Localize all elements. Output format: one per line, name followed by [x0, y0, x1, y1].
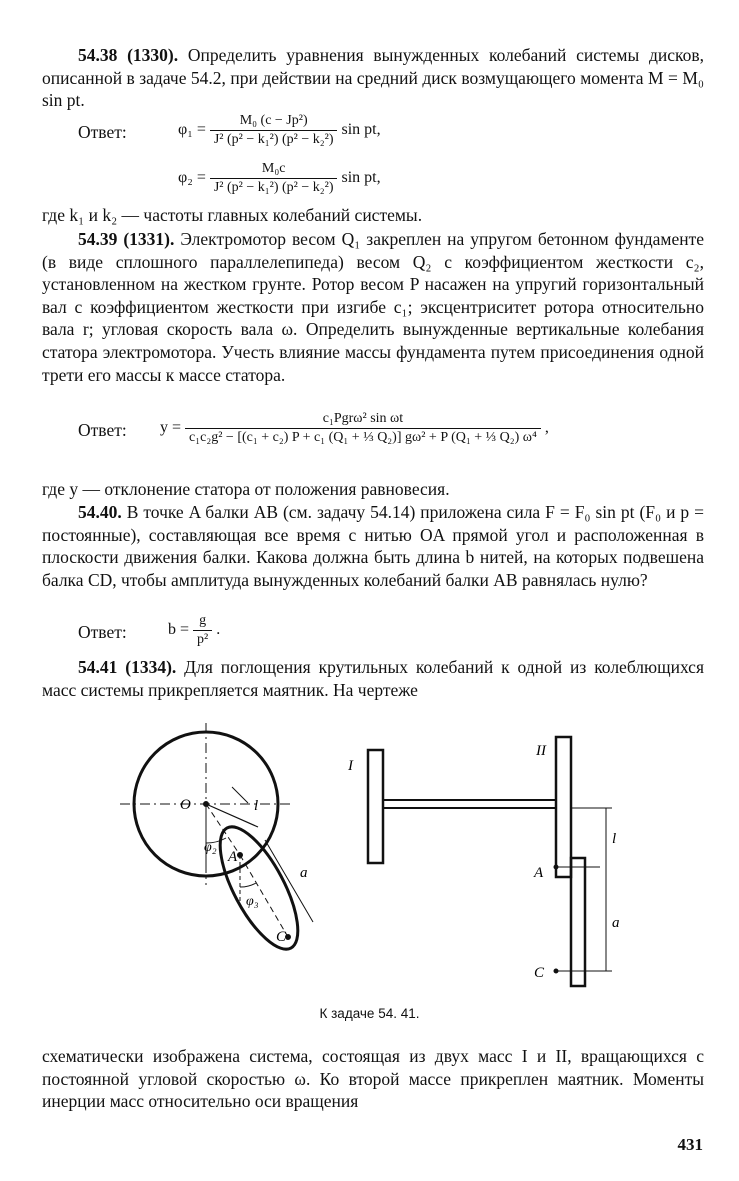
- problem-text: Для поглощения крутильных колебаний к одной из колеблющихся масс системы прикрепляется маятник. На чертеже: [42, 657, 705, 700]
- problem-number: 54.40.: [78, 502, 122, 522]
- shaft-drawing: [368, 737, 612, 986]
- problem-54-38-where: где k₁ и k₂ — частоты главных колебаний системы.: [42, 205, 423, 225]
- b-lhs: b =: [168, 621, 190, 639]
- point-A2: [554, 865, 558, 869]
- phi1-lhs: φ₁ =: [178, 121, 206, 139]
- label-A2: A: [534, 865, 544, 881]
- point-C: [286, 935, 291, 940]
- problem-text: В точке A балки AB (см. задачу 54.14) приложена сила F = F₀ sin pt (F₀ и p = постоянные), составляющая все время с нитью OA прямой угол и расположенная в плоскости движения балки. Какова должна быть длина b нитей, на которых подвешена балка CD, чтобы амплитуда вынужденных колебаний балки AB равнялась нулю?: [42, 502, 704, 590]
- phi1-denominator: J² (p² − k₁²) (p² − k₂²): [213, 132, 334, 147]
- problem-54-41: [42, 656, 704, 701]
- phi2-lhs: φ₂ =: [178, 169, 206, 187]
- label-I: I: [348, 758, 353, 774]
- y-fraction: [185, 410, 541, 447]
- phi2-fraction: [210, 160, 338, 197]
- point-C2: [554, 969, 558, 973]
- y-rhs: ,: [544, 419, 549, 437]
- phi2-rhs: sin pt,: [341, 169, 381, 187]
- b-numerator: g: [193, 612, 212, 631]
- y-lhs: y =: [160, 419, 182, 437]
- mass-II: [556, 737, 571, 877]
- y-denominator: c₁c₂g² − [(c₁ + c₂) P + c₁ (Q₁ + ⅓ Q₂)] gω² + P (Q₁ + ⅓ Q₂) ω⁴: [189, 430, 537, 445]
- formula-y: [160, 410, 549, 447]
- answer-label: Ответ:: [78, 122, 127, 142]
- label-phi3: φ₃: [246, 894, 259, 909]
- label-l2: l: [612, 831, 617, 847]
- problem-number: 54.41 (1334).: [78, 657, 177, 677]
- problem-54-39-where: где y — отклонение статора от положения равновесия.: [42, 479, 450, 499]
- formula-phi2: [178, 160, 381, 197]
- phi1-numerator: M₀ (c − Jp²): [210, 112, 338, 131]
- problem-text: Определить уравнения вынужденных колебаний системы дисков, описанной в задаче 54.2, при действии на средний диск возмущающего момента M = M₀ sin pt.: [42, 45, 705, 111]
- point-O: [204, 802, 209, 807]
- phi1-fraction: [210, 112, 338, 149]
- page-number: 431: [677, 1135, 703, 1154]
- label-II: II: [536, 743, 546, 759]
- label-C: C: [276, 929, 287, 945]
- b-denominator: p²: [197, 632, 209, 647]
- answer-label: Ответ:: [78, 622, 127, 642]
- label-l: l: [254, 798, 259, 814]
- mass-I: [368, 750, 383, 863]
- pendulum-bar: [571, 858, 585, 986]
- problem-54-41-continued: схематически изображена система, состоящая из двух масс I и II, вращающихся с постоянной угловой скоростью ω. Ко второй массе прикреплен маятник. Моменты инерции масс относительно оси вращения: [42, 1046, 704, 1112]
- problem-text: Электромотор весом Q₁ закреплен на упругом бетонном фундаменте (в виде сплошного параллелепипеда) весом Q₂ с коэффициентом жесткости c₂, установленном на жестком грунте. Ротор весом P насажен на упругий горизонтальный вал с коэффициентом жесткости при изгибе c₁; эксцентриситет ротора относительно вала r; угловая скорость вала ω. Определить вынужденные вертикальные колебания статора электромотора. Учесть влияние массы фундамента путем присоединения одной трети его массы к массе статора.: [42, 229, 704, 385]
- dimension-l-tick: [232, 787, 248, 803]
- b-rhs: .: [216, 621, 221, 639]
- label-O: O: [180, 797, 191, 813]
- phi2-numerator: M₀c: [210, 160, 338, 179]
- formula-b: [168, 612, 220, 649]
- y-numerator: c₁Pgrω² sin ωt: [185, 410, 541, 429]
- pendulum-ellipse: [205, 816, 313, 960]
- formula-phi1: [178, 112, 381, 149]
- angle-phi3-arc: [240, 883, 256, 887]
- problem-number: 54.38 (1330).: [78, 45, 179, 65]
- figure-54-41: [0, 715, 739, 1000]
- phi1-rhs: sin pt,: [341, 121, 381, 139]
- label-a: a: [300, 865, 308, 881]
- problem-number: 54.39 (1331).: [78, 229, 175, 249]
- problem-54-39: [42, 228, 704, 386]
- problem-54-38: [42, 44, 704, 112]
- figure-caption: К задаче 54. 41.: [319, 1006, 420, 1021]
- label-C2: C: [534, 965, 545, 981]
- phi2-denominator: J² (p² − k₁²) (p² − k₂²): [213, 180, 334, 195]
- label-A: A: [228, 849, 238, 865]
- problem-54-40: [42, 501, 704, 591]
- point-A: [238, 853, 243, 858]
- label-a2: a: [612, 915, 620, 931]
- answer-label: Ответ:: [78, 420, 127, 440]
- label-phi2: φ₂: [204, 840, 217, 855]
- b-fraction: [193, 612, 212, 649]
